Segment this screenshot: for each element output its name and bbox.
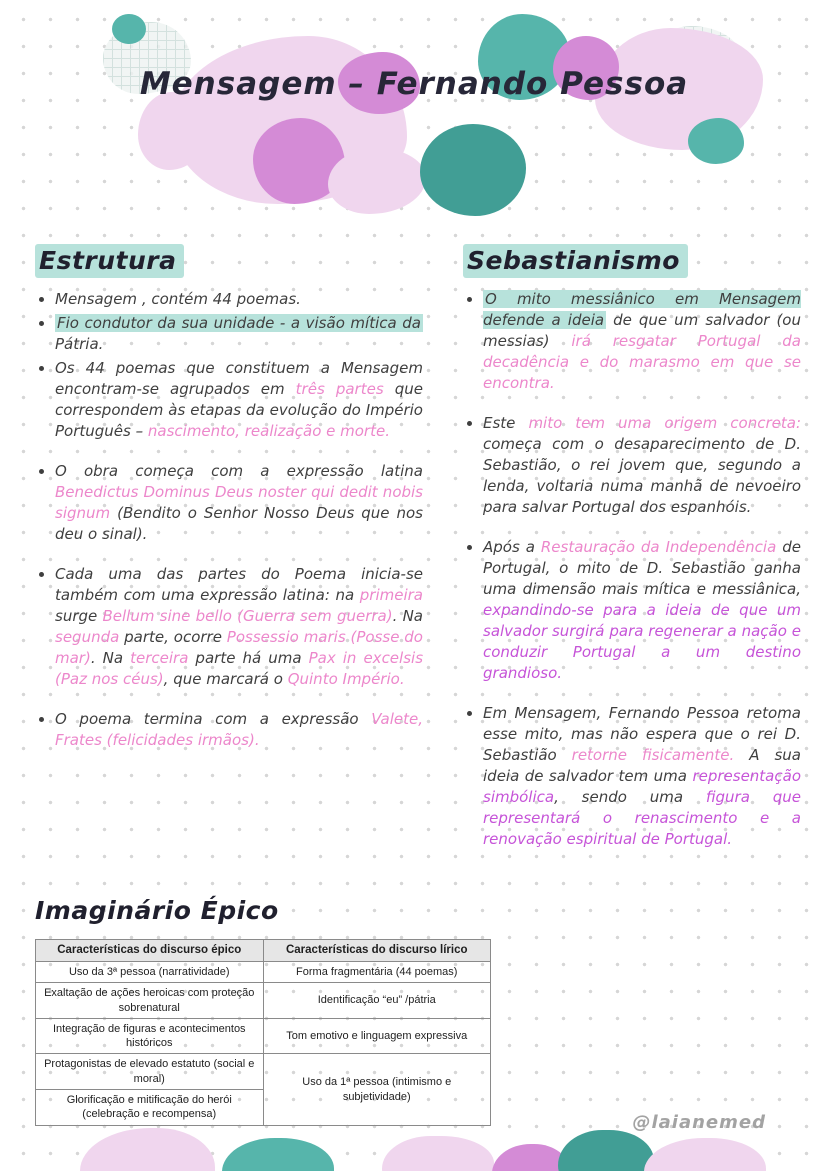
sebastianismo-list [463, 289, 801, 850]
table-cell: Uso da 3ª pessoa (narratividade) [36, 961, 264, 982]
sebastianismo-heading [463, 246, 801, 275]
table-header-cell: Características do discurso lírico [263, 940, 491, 962]
decorative-blob [644, 1138, 766, 1171]
text-segment: Mensagem , contém 44 poemas. [55, 290, 301, 308]
table-cell: Tom emotivo e linguagem expressiva [263, 1018, 491, 1054]
estrutura-heading [35, 246, 423, 275]
text-segment: , que marcará o [163, 670, 288, 688]
text-segment: começa com o desaparecimento de D. Sebastião, o rei jovem que, segundo a lenda, voltaria numa manhã de nevoeiro para salvar Portugal dos espanhóis. [483, 435, 801, 516]
text-segment: de Portugal, o mito de D. Sebastião ganha uma dimensão mais mítica e messiânica, [483, 538, 801, 598]
text-segment: nascimento, realização e morte. [147, 422, 390, 440]
text-segment: Após a [483, 538, 541, 556]
text-segment: expandindo-se para a ideia de que um salvador surgirá para regenerar a nação e conduzir Portugal a um destino grandioso. [483, 601, 801, 682]
table-row [36, 961, 491, 982]
text-segment: parte há uma [188, 649, 309, 667]
text-segment: Pax in excelsis (Paz nos céus) [55, 649, 424, 688]
page-title: Mensagem – Fernando Pessoa [139, 66, 689, 102]
note-bullet [483, 413, 801, 518]
table-header-cell: Características do discurso épico [36, 940, 264, 962]
text-segment: Quinto Império. [287, 670, 405, 688]
text-segment: mito tem uma origem concreta: [528, 414, 801, 432]
decorative-blob [382, 1136, 494, 1171]
note-bullet [55, 313, 423, 355]
text-segment: representação simbólica [483, 767, 801, 806]
table-row [36, 1054, 491, 1090]
text-segment: Valete, Frates (felicidades irmãos). [55, 710, 423, 749]
estrutura-list [35, 289, 423, 751]
text-segment: , sendo uma [554, 788, 706, 806]
content-columns [35, 246, 801, 853]
table-row [36, 1018, 491, 1054]
text-segment: figura que representará o renascimento e a renovação espiritual de Portugal. [483, 788, 801, 848]
text-segment: Pátria. [55, 335, 104, 353]
table-cell: Glorificação e mitificação do herói (celebração e recompensa) [36, 1090, 264, 1126]
section-estrutura [35, 246, 423, 853]
text-segment: Benedictus Dominus Deus noster qui dedit nobis signum [55, 483, 423, 522]
text-segment: Este [483, 414, 529, 432]
decorative-blob [688, 118, 744, 164]
table-cell: Uso da 1ª pessoa (intimismo e subjetividade) [263, 1054, 491, 1125]
table-cell: Protagonistas de elevado estatuto (social e moral) [36, 1054, 264, 1090]
text-segment: Em Mensagem, Fernando Pessoa retoma esse mito, mas não espera que o rei D. Sebastião [483, 704, 801, 764]
discourse-comparison-table [35, 939, 491, 1126]
text-segment: Fio condutor da sua unidade - a visão mítica da [57, 314, 421, 332]
note-bullet [55, 709, 423, 751]
watermark-handle: @laianemed [632, 1112, 766, 1133]
text-segment: . Na [90, 649, 131, 667]
text-segment: O poema termina com a expressão [55, 710, 372, 728]
text-segment: A sua ideia de salvador tem uma [483, 746, 801, 785]
text-segment: O obra começa com a expressão latina [55, 462, 423, 480]
text-segment: surge [55, 607, 103, 625]
text-segment: terceira [130, 649, 189, 667]
text-segment: segunda [55, 628, 120, 646]
table-cell: Exaltação de ações heroicas com proteção sobrenatural [36, 983, 264, 1019]
note-bullet [55, 289, 423, 310]
text-segment: de que um salvador (ou messias) [483, 311, 801, 350]
decorative-blob [558, 1130, 654, 1171]
note-bullet [55, 461, 423, 545]
text-segment: que correspondem às etapas da evolução do Império Português – [55, 380, 423, 440]
decorative-blob [420, 124, 526, 216]
text-segment: irá resgatar Portugal da decadência e do marasmo em que se encontra. [483, 332, 801, 392]
text-segment: primeira [359, 586, 423, 604]
text-segment: Possessio maris (Posse do mar) [55, 628, 423, 667]
text-segment: (Bendito o Senhor Nosso Deus que nos deu o sinal). [55, 504, 423, 543]
text-segment: três partes [295, 380, 384, 398]
decorative-blob [222, 1138, 334, 1171]
table-cell: Identificação “eu” /pátria [263, 983, 491, 1019]
table-header-row [36, 940, 491, 962]
text-segment: Bellum sine bello (Guerra sem guerra) [102, 607, 393, 625]
text-segment: Restauração da Independência [540, 538, 777, 556]
decorative-blob [112, 14, 146, 44]
text-segment: Cada uma das partes do Poema inicia-se também com uma expressão latina: na [55, 565, 423, 604]
text-segment: O mito messiânico em Mensagem defende a ideia [483, 290, 801, 329]
heading-highlight: Sebastianismo [463, 244, 688, 278]
section-sebastianismo [463, 246, 801, 853]
note-bullet [483, 703, 801, 850]
imaginario-heading: Imaginário Épico [35, 896, 279, 925]
table-row [36, 983, 491, 1019]
note-bullet [483, 537, 801, 684]
heading-highlight: Estrutura [35, 244, 184, 278]
note-bullet [55, 358, 423, 442]
decorative-blob [328, 148, 426, 214]
text-segment: parte, ocorre [119, 628, 227, 646]
text-segment: Os 44 poemas que constituem a Mensagem encontram-se agrupados em [55, 359, 423, 398]
decorative-blob [80, 1128, 215, 1171]
section-imaginario-epico [35, 896, 491, 1126]
text-segment: . Na [392, 607, 423, 625]
text-segment: retorne fisicamente. [571, 746, 735, 764]
note-bullet [55, 564, 423, 690]
table-cell: Forma fragmentária (44 poemas) [263, 961, 491, 982]
note-bullet [483, 289, 801, 394]
table-cell: Integração de figuras e acontecimentos históricos [36, 1018, 264, 1054]
